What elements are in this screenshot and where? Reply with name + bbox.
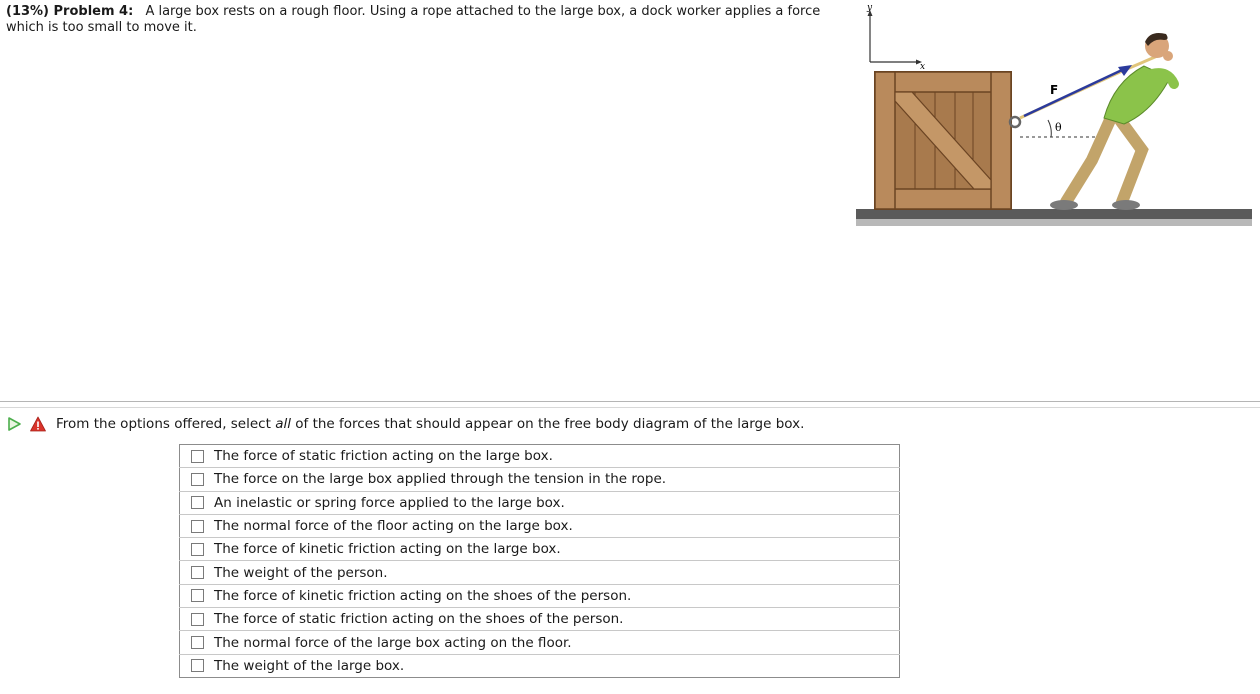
option-row[interactable] — [180, 561, 900, 584]
option-label[interactable]: The force of static friction acting on the shoes of the person. — [214, 608, 900, 631]
option-row[interactable] — [180, 491, 900, 514]
option-checkbox-cell — [180, 608, 215, 631]
option-checkbox-cell — [180, 468, 215, 491]
option-label[interactable]: An inelastic or spring force applied to the large box. — [214, 491, 900, 514]
option-row[interactable] — [180, 445, 900, 468]
dock-worker — [1050, 33, 1174, 210]
option-checkbox-cell — [180, 514, 215, 537]
problem-figure — [852, 0, 1256, 232]
option-checkbox[interactable] — [191, 473, 204, 486]
option-checkbox-cell — [180, 631, 215, 654]
option-checkbox[interactable] — [191, 589, 204, 602]
option-checkbox[interactable] — [191, 496, 204, 509]
axis-y-label: y — [867, 3, 873, 13]
option-row[interactable] — [180, 608, 900, 631]
option-checkbox[interactable] — [191, 543, 204, 556]
section-divider — [0, 401, 1260, 402]
option-checkbox-cell — [180, 654, 215, 677]
option-label[interactable]: The force on the large box applied through the tension in the rope. — [214, 468, 900, 491]
problem-heading: (13%) Problem 4: — [6, 4, 134, 19]
play-icon[interactable] — [6, 416, 22, 432]
option-checkbox-cell — [180, 538, 215, 561]
problem-statement — [6, 4, 836, 36]
option-row[interactable] — [180, 584, 900, 607]
problem-text: A large box rests on a rough floor. Using a rope attached to the large box, a dock worker applies a force which is too small to move it. — [6, 4, 821, 35]
option-label[interactable]: The force of kinetic friction acting on the large box. — [214, 538, 900, 561]
option-checkbox[interactable] — [191, 520, 204, 533]
section-divider-secondary — [0, 407, 1260, 408]
option-checkbox[interactable] — [191, 636, 204, 649]
option-label[interactable]: The weight of the person. — [214, 561, 900, 584]
option-label[interactable]: The weight of the large box. — [214, 657, 405, 674]
option-checkbox[interactable] — [191, 613, 204, 626]
option-checkbox[interactable] — [191, 450, 204, 463]
option-label[interactable]: The normal force of the large box acting on the floor. — [214, 631, 900, 654]
option-checkbox-cell — [180, 584, 215, 607]
crate — [875, 72, 1011, 209]
option-checkbox[interactable] — [191, 566, 204, 579]
options-table — [179, 444, 900, 678]
option-row[interactable] — [180, 514, 900, 537]
option-checkbox-cell — [180, 561, 215, 584]
option-row[interactable] — [180, 654, 900, 677]
option-label[interactable]: The normal force of the floor acting on the large box. — [214, 514, 900, 537]
force-label: F — [1050, 83, 1059, 97]
option-label[interactable]: The force of static friction acting on the large box. — [214, 445, 900, 468]
option-label[interactable]: The force of kinetic friction acting on the shoes of the person. — [214, 584, 900, 607]
warning-icon — [30, 416, 46, 432]
question-text: From the options offered, select all of the forces that should appear on the free body diagram of the large box. — [56, 416, 805, 432]
question-row — [6, 413, 804, 435]
option-checkbox-cell — [180, 445, 215, 468]
option-row[interactable] — [180, 538, 900, 561]
axis-x-label: x — [920, 62, 926, 72]
option-checkbox[interactable] — [191, 659, 204, 672]
option-row[interactable] — [180, 631, 900, 654]
option-row[interactable] — [180, 468, 900, 491]
angle-label: θ — [1055, 121, 1062, 134]
option-checkbox-cell — [180, 491, 215, 514]
